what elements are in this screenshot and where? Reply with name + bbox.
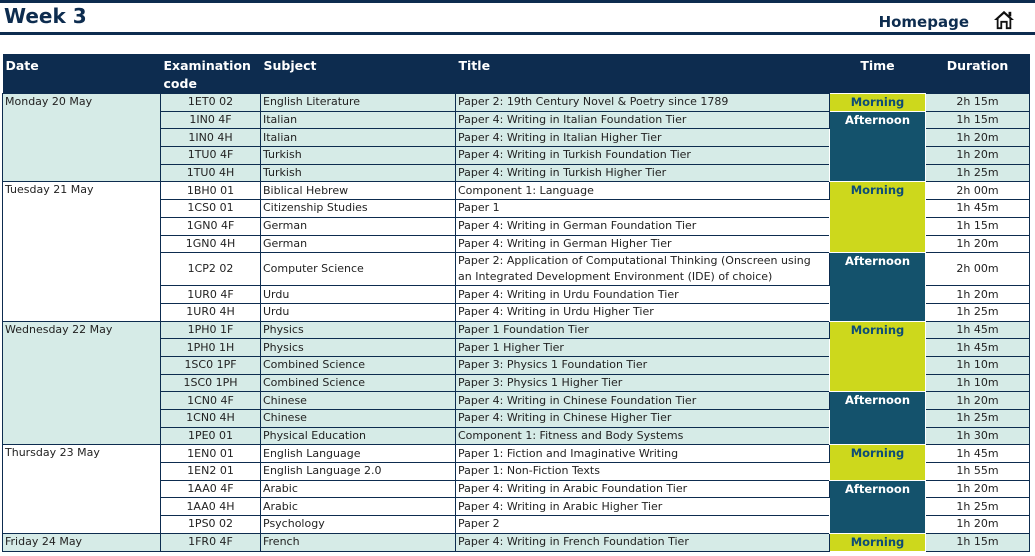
date-cell: Tuesday 21 May: [3, 182, 161, 321]
subject-cell: English Language 2.0: [261, 463, 456, 481]
exam-code-cell: 1EN2 01: [161, 463, 261, 481]
title-cell: Paper 4: Writing in Chinese Higher Tier: [456, 410, 830, 428]
duration-cell: 1h 15m: [926, 217, 1030, 235]
title-cell: Paper 2: 19th Century Novel & Poetry since 1789: [456, 94, 830, 112]
duration-cell: 1h 20m: [926, 286, 1030, 304]
title-cell: Paper 4: Writing in Italian Higher Tier: [456, 129, 830, 147]
duration-cell: 1h 20m: [926, 147, 1030, 165]
duration-cell: 1h 25m: [926, 303, 1030, 321]
title-cell: Paper 1 Higher Tier: [456, 339, 830, 357]
exam-code-cell: 1BH0 01: [161, 182, 261, 200]
duration-cell: 1h 30m: [926, 427, 1030, 445]
title-cell: Paper 4: Writing in Arabic Higher Tier: [456, 498, 830, 516]
exam-code-cell: 1SC0 1PH: [161, 374, 261, 392]
title-cell: Paper 4: Writing in German Higher Tier: [456, 235, 830, 253]
subject-cell: Combined Science: [261, 356, 456, 374]
duration-cell: 1h 15m: [926, 533, 1030, 551]
exam-code-cell: 1PS0 02: [161, 516, 261, 534]
duration-cell: 1h 20m: [926, 392, 1030, 410]
duration-cell: 1h 20m: [926, 480, 1030, 498]
subject-cell: Psychology: [261, 516, 456, 534]
exam-code-cell: 1CN0 4H: [161, 410, 261, 428]
session-morning-badge: Morning: [830, 445, 926, 480]
subject-cell: Combined Science: [261, 374, 456, 392]
home-icon[interactable]: [993, 10, 1015, 30]
subject-cell: Computer Science: [261, 253, 456, 286]
subject-cell: French: [261, 533, 456, 551]
table-row: [3, 182, 1030, 200]
subject-cell: Biblical Hebrew: [261, 182, 456, 200]
title-cell: Paper 4: Writing in Turkish Higher Tier: [456, 164, 830, 182]
title-cell: Paper 4: Writing in Turkish Foundation Tier: [456, 147, 830, 165]
exam-code-cell: 1AA0 4H: [161, 498, 261, 516]
duration-cell: 1h 20m: [926, 235, 1030, 253]
title-cell: Paper 1: Non-Fiction Texts: [456, 463, 830, 481]
title-cell: Component 1: Language: [456, 182, 830, 200]
session-afternoon-badge: Afternoon: [830, 480, 926, 533]
exam-code-cell: 1GN0 4H: [161, 235, 261, 253]
duration-cell: 1h 45m: [926, 200, 1030, 218]
column-header-subject: Subject: [261, 54, 456, 94]
title-cell: Paper 1: [456, 200, 830, 218]
session-morning-badge: Morning: [830, 533, 926, 551]
subject-cell: German: [261, 217, 456, 235]
exam-code-cell: 1TU0 4F: [161, 147, 261, 165]
title-cell: Paper 3: Physics 1 Foundation Tier: [456, 356, 830, 374]
subject-cell: German: [261, 235, 456, 253]
column-header-time: Time: [830, 54, 926, 94]
exam-code-cell: 1UR0 4H: [161, 303, 261, 321]
title-cell: Paper 4: Writing in German Foundation Tier: [456, 217, 830, 235]
header-row: [3, 54, 1030, 94]
exam-code-cell: 1UR0 4F: [161, 286, 261, 304]
subject-cell: Turkish: [261, 147, 456, 165]
exam-code-cell: 1CS0 01: [161, 200, 261, 218]
exam-code-cell: 1FR0 4F: [161, 533, 261, 551]
title-cell: Paper 4: Writing in Italian Foundation Tier: [456, 111, 830, 129]
date-cell: Wednesday 22 May: [3, 321, 161, 445]
column-header-title: Title: [456, 54, 830, 94]
exam-code-cell: 1IN0 4H: [161, 129, 261, 147]
column-header-duration: Duration: [926, 54, 1030, 94]
session-afternoon-badge: Afternoon: [830, 392, 926, 445]
title-cell: Paper 4: Writing in Urdu Foundation Tier: [456, 286, 830, 304]
exam-code-cell: 1AA0 4F: [161, 480, 261, 498]
exam-code-cell: 1GN0 4F: [161, 217, 261, 235]
subject-cell: Italian: [261, 111, 456, 129]
subject-cell: Physics: [261, 339, 456, 357]
session-afternoon-badge: Afternoon: [830, 253, 926, 321]
exam-code-cell: 1PH0 1F: [161, 321, 261, 339]
table-row: [3, 94, 1030, 112]
duration-cell: 1h 45m: [926, 445, 1030, 463]
date-cell: Thursday 23 May: [3, 445, 161, 533]
subject-cell: Arabic: [261, 498, 456, 516]
duration-cell: 1h 20m: [926, 129, 1030, 147]
session-morning-badge: Morning: [830, 94, 926, 112]
column-header-date: Date: [3, 54, 161, 94]
subject-cell: Italian: [261, 129, 456, 147]
title-cell: Paper 4: Writing in French Foundation Tier: [456, 533, 830, 551]
subject-cell: Physics: [261, 321, 456, 339]
subject-cell: Urdu: [261, 286, 456, 304]
homepage-link[interactable]: Homepage: [878, 13, 969, 31]
exam-code-cell: 1ET0 02: [161, 94, 261, 112]
title-cell: Paper 2: [456, 516, 830, 534]
duration-cell: 1h 25m: [926, 164, 1030, 182]
table-row: [3, 533, 1030, 551]
title-cell: Component 1: Fitness and Body Systems: [456, 427, 830, 445]
title-cell: Paper 1: Fiction and Imaginative Writing: [456, 445, 830, 463]
session-morning-badge: Morning: [830, 321, 926, 392]
session-morning-badge: Morning: [830, 182, 926, 253]
column-header-code: Examination code: [161, 54, 261, 94]
duration-cell: 1h 55m: [926, 463, 1030, 481]
duration-cell: 1h 15m: [926, 111, 1030, 129]
subject-cell: English Literature: [261, 94, 456, 112]
exam-code-cell: 1TU0 4H: [161, 164, 261, 182]
exam-timetable: [2, 54, 1030, 552]
subject-cell: Arabic: [261, 480, 456, 498]
duration-cell: 1h 10m: [926, 356, 1030, 374]
subject-cell: Physical Education: [261, 427, 456, 445]
duration-cell: 1h 10m: [926, 374, 1030, 392]
session-afternoon-badge: Afternoon: [830, 111, 926, 182]
table-body: [3, 94, 1030, 552]
duration-cell: 2h 00m: [926, 182, 1030, 200]
subject-cell: Urdu: [261, 303, 456, 321]
top-rule: [0, 0, 1035, 3]
header-rule: [0, 32, 1035, 35]
duration-cell: 1h 45m: [926, 321, 1030, 339]
title-cell: Paper 4: Writing in Chinese Foundation Tier: [456, 392, 830, 410]
title-cell: Paper 4: Writing in Arabic Foundation Tier: [456, 480, 830, 498]
duration-cell: 1h 25m: [926, 410, 1030, 428]
title-cell: Paper 1 Foundation Tier: [456, 321, 830, 339]
title-cell: Paper 3: Physics 1 Higher Tier: [456, 374, 830, 392]
date-cell: Friday 24 May: [3, 533, 161, 551]
duration-cell: 2h 00m: [926, 253, 1030, 286]
exam-code-cell: 1CN0 4F: [161, 392, 261, 410]
exam-code-cell: 1CP2 02: [161, 253, 261, 286]
title-cell: Paper 4: Writing in Urdu Higher Tier: [456, 303, 830, 321]
subject-cell: Turkish: [261, 164, 456, 182]
title-cell: Paper 2: Application of Computational Thinking (Onscreen using an Integrated Development Environment (IDE) of choice): [456, 253, 830, 286]
subject-cell: Citizenship Studies: [261, 200, 456, 218]
exam-code-cell: 1IN0 4F: [161, 111, 261, 129]
exam-code-cell: 1SC0 1PF: [161, 356, 261, 374]
table-row: [3, 445, 1030, 463]
exam-code-cell: 1PH0 1H: [161, 339, 261, 357]
duration-cell: 2h 15m: [926, 94, 1030, 112]
duration-cell: 1h 45m: [926, 339, 1030, 357]
subject-cell: Chinese: [261, 392, 456, 410]
exam-code-cell: 1PE0 01: [161, 427, 261, 445]
subject-cell: English Language: [261, 445, 456, 463]
table-row: [3, 321, 1030, 339]
date-cell: Monday 20 May: [3, 94, 161, 182]
duration-cell: 1h 20m: [926, 516, 1030, 534]
exam-code-cell: 1EN0 01: [161, 445, 261, 463]
subject-cell: Chinese: [261, 410, 456, 428]
page-title: Week 3: [4, 4, 87, 28]
duration-cell: 1h 25m: [926, 498, 1030, 516]
